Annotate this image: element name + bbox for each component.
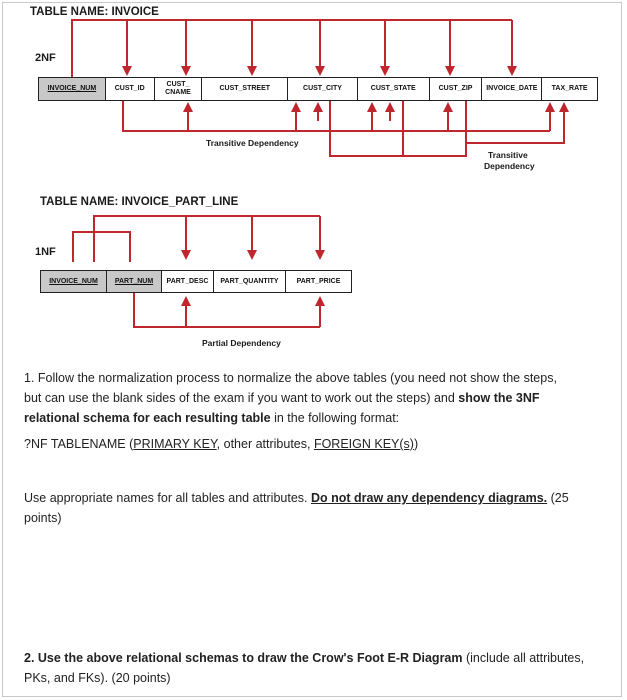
q1-line-c: in the following format: bbox=[270, 411, 400, 425]
transitive-dependency-label: Transitive Dependency bbox=[206, 138, 299, 148]
q1-line-b: but can use the blank sides of the exam if you want to work out the steps) and bbox=[24, 391, 459, 405]
q1-format-pk: PRIMARY KEY bbox=[133, 437, 217, 451]
transitive-dependency-label-2b: Dependency bbox=[484, 161, 535, 171]
invoice-col-cust-id: CUST_ID bbox=[106, 78, 155, 100]
q1-format-prefix: ?NF TABLENAME ( bbox=[24, 437, 134, 451]
q1-line-c-bold: relational schema for each resulting table bbox=[24, 411, 271, 425]
q2-text-b: PKs, and FKs). (20 points) bbox=[24, 671, 171, 685]
q1-note-bold: Do not draw any dependency diagrams. bbox=[310, 491, 548, 505]
ipl-col-part-price: PART_PRICE bbox=[296, 277, 341, 285]
question-1 bbox=[24, 368, 614, 454]
ipl-col-part-num: PART_NUM bbox=[107, 271, 162, 292]
invoice-col-cust-street: CUST_STREET bbox=[202, 78, 288, 100]
question-1-note bbox=[24, 488, 614, 528]
table1-nf-label: 2NF bbox=[35, 52, 56, 64]
invoice-col-cust-city: CUST_CITY bbox=[288, 78, 358, 100]
transitive-dependency-label-2a: Transitive bbox=[488, 150, 528, 160]
partial-dependency-label: Partial Dependency bbox=[202, 338, 281, 348]
q1-line-a: 1. Follow the normalization process to normalize the above tables (you need not show the steps, bbox=[24, 371, 557, 385]
ipl-col-part-desc: PART_DESC bbox=[162, 271, 214, 292]
invoice-col-invoice-date: INVOICE_DATE bbox=[482, 78, 542, 100]
question-2 bbox=[24, 648, 614, 688]
table2-nf-label: 1NF bbox=[35, 246, 56, 258]
table1-title: TABLE NAME: INVOICE bbox=[30, 6, 159, 18]
invoice-col-tax-rate: TAX_RATE bbox=[551, 85, 588, 92]
invoice-col-invoice-num: INVOICE_NUM bbox=[39, 78, 106, 100]
q2-text-a: (include all attributes, bbox=[462, 651, 585, 665]
ipl-col-invoice-num: INVOICE_NUM bbox=[41, 271, 107, 292]
ipl-col-part-quantity: PART_QUANTITY bbox=[214, 271, 286, 292]
q1-format-fk: FOREIGN KEY(s) bbox=[313, 437, 414, 451]
q1-note-a: Use appropriate names for all tables and attributes. bbox=[24, 491, 311, 505]
table2-title: TABLE NAME: INVOICE_PART_LINE bbox=[40, 196, 239, 208]
invoice-part-line-table-row bbox=[40, 270, 352, 293]
invoice-col-cust-zip: CUST_ZIP bbox=[430, 78, 483, 100]
q1-format-suffix: ) bbox=[413, 437, 419, 451]
q1-note-end: (25 bbox=[547, 491, 569, 505]
invoice-col-cust-state: CUST_STATE bbox=[358, 78, 430, 100]
q1-note-b: points) bbox=[24, 511, 62, 525]
invoice-col-cust-cname: CUST_ CNAME bbox=[155, 78, 203, 100]
q2-bold: 2. Use the above relational schemas to draw the Crow's Foot E-R Diagram bbox=[24, 651, 463, 665]
q1-format-mid: , other attributes, bbox=[216, 437, 314, 451]
q1-line-b-bold: show the 3NF bbox=[458, 391, 540, 405]
